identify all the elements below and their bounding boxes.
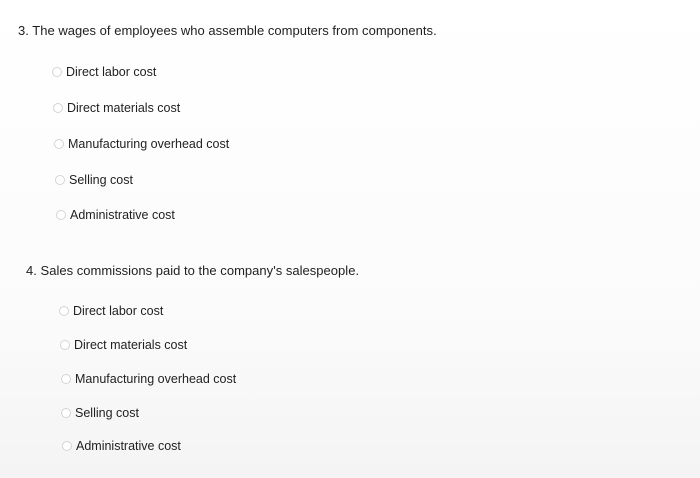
- question-4-option-manufacturing-overhead[interactable]: [61, 371, 236, 387]
- radio-button[interactable]: [56, 210, 66, 220]
- radio-button[interactable]: [54, 139, 64, 149]
- radio-button[interactable]: [60, 340, 70, 350]
- question-3-option-direct-materials[interactable]: [53, 100, 180, 116]
- question-3-option-selling[interactable]: [55, 172, 133, 188]
- option-label: Direct materials cost: [67, 100, 181, 115]
- question-4-option-direct-labor[interactable]: [59, 303, 163, 319]
- radio-button[interactable]: [55, 175, 65, 185]
- option-label: Direct materials cost: [74, 337, 188, 352]
- option-label: Manufacturing overhead cost: [68, 136, 230, 151]
- option-label: Direct labor cost: [73, 303, 164, 318]
- option-label: Administrative cost: [70, 207, 175, 222]
- question-4-option-administrative[interactable]: [62, 438, 181, 454]
- question-3-option-manufacturing-overhead[interactable]: [54, 136, 229, 152]
- radio-button[interactable]: [59, 306, 69, 316]
- option-label: Manufacturing overhead cost: [75, 371, 237, 386]
- option-label: Direct labor cost: [66, 64, 157, 79]
- option-label: Selling cost: [75, 405, 139, 420]
- radio-button[interactable]: [61, 408, 71, 418]
- question-3-option-administrative[interactable]: [56, 207, 175, 223]
- question-4-text: 4. Sales commissions paid to the company's salespeople.: [26, 263, 360, 278]
- radio-button[interactable]: [52, 67, 62, 77]
- question-4-option-direct-materials[interactable]: [60, 337, 187, 353]
- radio-button[interactable]: [61, 374, 71, 384]
- radio-button[interactable]: [62, 441, 72, 451]
- option-label: Administrative cost: [76, 438, 181, 453]
- question-3-option-direct-labor[interactable]: [52, 64, 156, 80]
- question-3-text: 3. The wages of employees who assemble computers from components.: [18, 23, 437, 38]
- question-4-option-selling[interactable]: [61, 405, 139, 421]
- option-label: Selling cost: [69, 172, 133, 187]
- radio-button[interactable]: [53, 103, 63, 113]
